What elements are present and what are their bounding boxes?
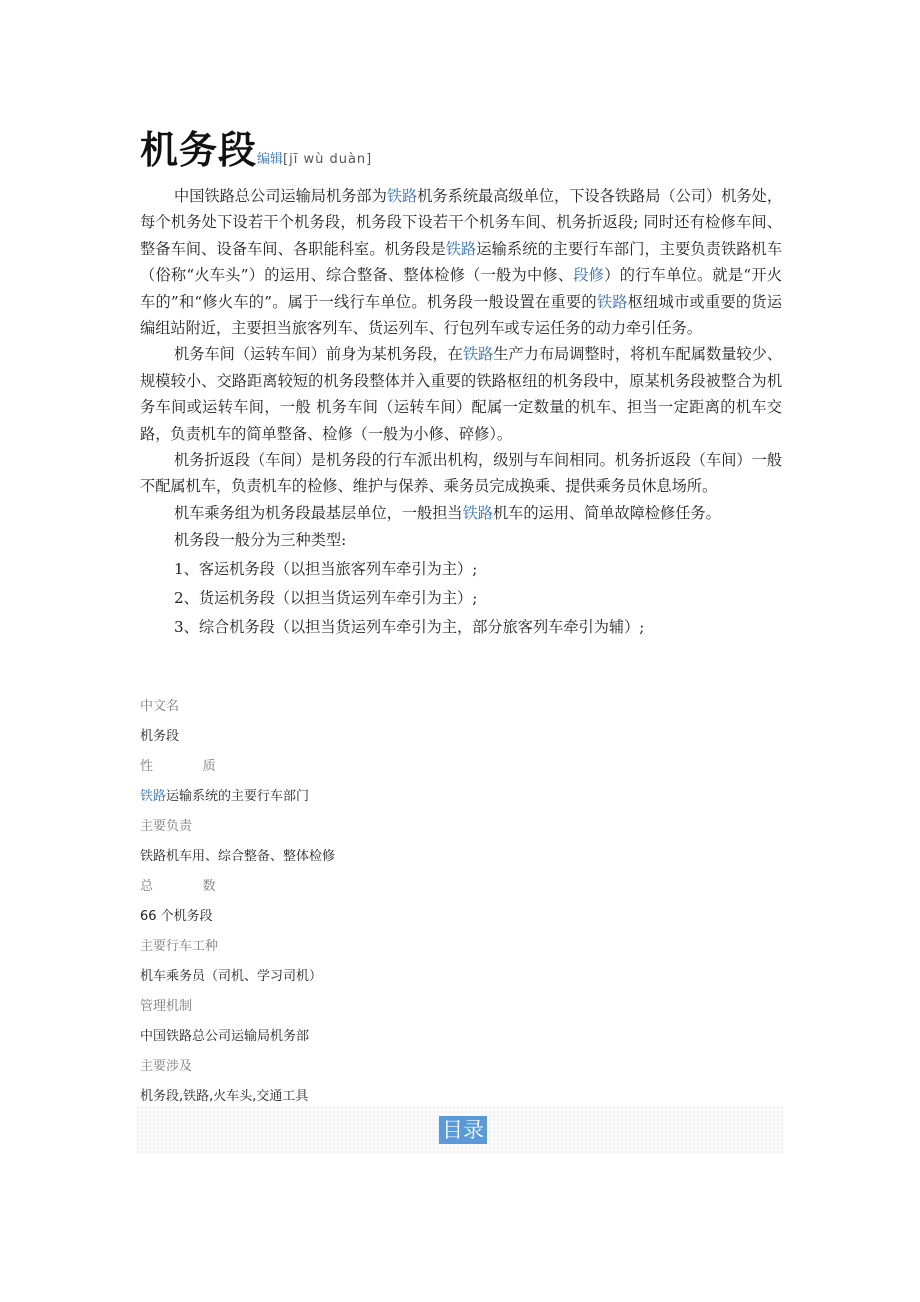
inline-link[interactable]: 铁路 — [386, 187, 418, 205]
text-run: 机务车间（运转车间）前身为某机务段，在 — [174, 345, 463, 364]
info-label: 总 数 — [140, 879, 216, 894]
inline-link[interactable]: 铁路 — [462, 503, 493, 522]
paragraph — [140, 183, 782, 341]
info-value — [140, 842, 782, 872]
info-box — [140, 692, 782, 1112]
text-run: 生产力布局调整时，将机车配属数量较少、规模较小、交路距离较短的机务段整体并入重要的铁路枢纽的机务段中，原某机务段被整合为机务车间或运转车间，一般 机务车间（运转车间）配属一定数量的机车、担当一定距离的机车交路，负责机车的简单整备、检修（一般为小修、碎修）。 — [140, 345, 783, 443]
text-run: 机务段,铁路,火车头,交通工具 — [140, 1089, 309, 1104]
paragraph — [140, 341, 782, 447]
paragraph — [140, 447, 782, 500]
inline-link[interactable]: 铁路 — [140, 789, 167, 804]
toc-bar — [136, 1106, 784, 1154]
text-run: 机务段 — [140, 729, 180, 744]
info-value — [140, 962, 782, 992]
info-label: 主要负责 — [140, 819, 193, 834]
info-value — [140, 782, 782, 812]
info-value — [140, 722, 782, 752]
pinyin: [jī wù duàn] — [283, 152, 373, 167]
page-title: 机务段 — [140, 128, 258, 172]
text-run: 机务系统最高级单位，下设各铁路局（公司）机务处，每个机务处下设若干个机务段，机务段下设若干个机务车间、机务折返段; 同时还有检修车间、整备车间、设备车间、各职能科室。机务段是 — [140, 187, 783, 258]
info-value — [140, 902, 782, 932]
info-label: 中文名 — [140, 699, 180, 714]
info-label: 性 质 — [140, 759, 216, 774]
text-run: 机务折返段（车间）是机务段的行车派出机构，级别与车间相同。机务折返段（车间）一般不配属机车，负责机车的检修、维护与保养、乘务员完成换乘、提供乘务员休息场所。 — [140, 451, 782, 496]
info-label: 管理机制 — [140, 999, 193, 1014]
text-run: 中国铁路总公司运输局机务部 — [140, 1029, 310, 1044]
text-run: 枢纽城市或重要的货运编组站附近，主要担当旅客列车、货运列车、行包列车或专运任务的动力牵引任务。 — [140, 292, 783, 338]
inline-link[interactable]: 铁路 — [445, 239, 477, 258]
info-value — [140, 1022, 782, 1052]
type-list-item: 3、综合机务段（以担当货运列车牵引为主，部分旅客列车牵引为辅）; — [174, 618, 645, 637]
title-row — [140, 127, 372, 173]
text-run: ）的行车单位。就是“开火车的”和“修火车的”。属于一线行车单位。机务段一般设置在重要的 — [140, 266, 783, 311]
text-run: 66 个机务段 — [140, 909, 213, 924]
edit-link[interactable]: 编辑 — [257, 152, 284, 167]
inline-link[interactable]: 铁路 — [596, 292, 628, 311]
inline-link[interactable]: 铁路 — [462, 345, 494, 364]
text-run: 机车的运用、简单故障检修任务。 — [492, 503, 721, 522]
info-label: 主要涉及 — [140, 1059, 193, 1074]
inline-link[interactable]: 段修 — [573, 266, 605, 285]
text-run: 运输系统的主要行车部门 — [166, 789, 310, 804]
text-run: 铁路机车用、综合整备、整体检修 — [140, 849, 336, 864]
type-list-item: 2、货运机务段（以担当货运列车牵引为主）; — [174, 589, 478, 608]
text-run: 运输系统的主要行车部门，主要负责铁路机车（俗称“火车头”）的运用、综合整备、整体检修（一般为中修、 — [140, 239, 783, 285]
article-body — [140, 183, 782, 642]
text-run: 机车乘务员（司机、学习司机） — [140, 969, 323, 984]
text-run: 中国铁路总公司运输局机务部为 — [174, 187, 387, 205]
paragraph — [140, 500, 782, 526]
text-run: 机车乘务组为机务段最基层单位，一般担当 — [174, 503, 463, 522]
toc-label[interactable]: 目录 — [439, 1116, 487, 1144]
info-label: 主要行车工种 — [140, 939, 219, 954]
type-list-item: 1、客运机务段（以担当旅客列车牵引为主）; — [174, 560, 478, 579]
type-list-intro: 机务段一般分为三种类型: — [174, 531, 347, 550]
paragraph-list — [140, 183, 782, 526]
